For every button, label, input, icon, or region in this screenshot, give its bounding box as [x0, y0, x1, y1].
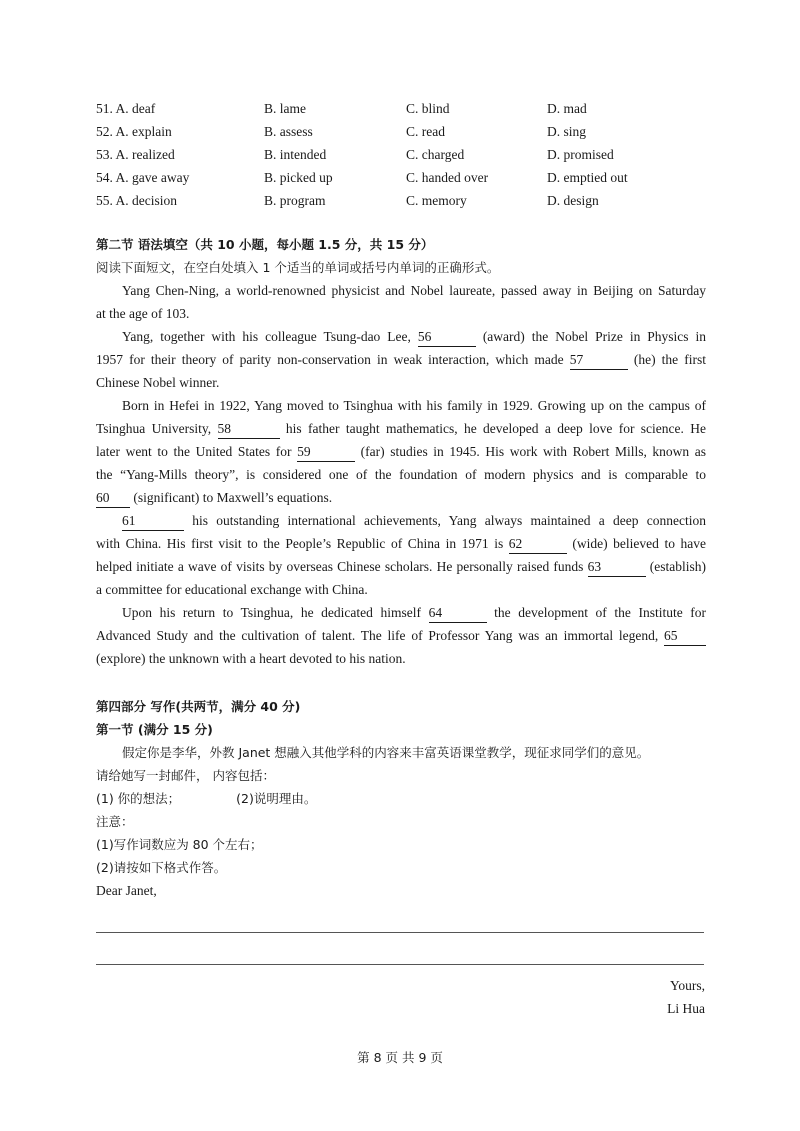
blank-64[interactable]: 64 [429, 604, 487, 623]
option-a: 54. A. gave away [96, 170, 190, 185]
option-row-54 [96, 166, 716, 189]
option-c: C. read [406, 124, 445, 139]
option-c: C. blind [406, 101, 450, 116]
option-c: C. memory [406, 193, 467, 208]
option-a: 53. A. realized [96, 147, 175, 162]
writing-prompt: 假定你是李华，外教 Janet 想融入其他学科的内容来丰富英语课堂教学，现征求同学们的意见。 [122, 745, 650, 760]
note-item: (1)写作词数应为 80 个左右； [96, 837, 263, 852]
part-heading: 第四部分 写作(共两节，满分 40 分) [96, 699, 301, 714]
writing-items [96, 787, 706, 810]
writing-line[interactable] [96, 964, 704, 965]
blank-60[interactable]: 60 [96, 489, 130, 508]
passage-line: the “Yang-Mills theory”, is considered one of the foundation of modern physics and is comparable to [96, 467, 706, 482]
option-d: D. emptied out [547, 170, 628, 185]
option-b: B. program [264, 193, 326, 208]
option-a: 52. A. explain [96, 124, 172, 139]
option-a: 51. A. deaf [96, 101, 156, 116]
passage-line: with China. His first visit to the People’s Republic of China in 1971 is 62 (wide) believed to have [96, 532, 706, 555]
blank-58[interactable]: 58 [218, 420, 280, 439]
item-1: (1) 你的想法； [96, 791, 181, 806]
blank-61[interactable]: 61 [122, 512, 184, 531]
option-a: 55. A. decision [96, 193, 177, 208]
blank-57[interactable]: 57 [570, 351, 628, 370]
blank-59[interactable]: 59 [297, 443, 355, 462]
section-heading: 第一节 (满分 15 分) [96, 722, 213, 737]
option-d: D. promised [547, 147, 614, 162]
passage-line: a committee for educational exchange with China. [96, 582, 368, 597]
signature: Li Hua [667, 1001, 705, 1016]
section-instruction: 阅读下面短文，在空白处填入 1 个适当的单词或括号内单词的正确形式。 [96, 260, 500, 275]
passage-line: (explore) the unknown with a heart devoted to his nation. [96, 651, 406, 666]
option-row-55 [96, 189, 716, 212]
option-b: B. intended [264, 147, 327, 162]
writing-section [96, 695, 706, 902]
closing: Yours, [669, 978, 705, 993]
note-item: (2)请按如下格式作答。 [96, 860, 227, 875]
blank-62[interactable]: 62 [509, 535, 567, 554]
passage-line: later went to the United States for 59 (far) studies in 1945. His work with Robert Mills, known as [96, 440, 706, 463]
passage-line: 1957 for their theory of parity non-conservation in weak interaction, which made 57 (he) the first [96, 348, 706, 371]
option-b: B. picked up [264, 170, 333, 185]
blank-65[interactable]: 65 [664, 627, 706, 646]
option-row-52 [96, 120, 716, 143]
writing-line[interactable] [96, 932, 704, 933]
writing-prompt: 请给她写一封邮件， 内容包括： [96, 768, 275, 783]
passage-line: Upon his return to Tsinghua, he dedicated himself 64 the development of the Institute for [96, 601, 706, 624]
passage-line: at the age of 103. [96, 306, 190, 321]
blank-56[interactable]: 56 [418, 328, 476, 347]
blank-63[interactable]: 63 [588, 558, 646, 577]
section-heading: 第二节 语法填空（共 10 小题，每小题 1.5 分，共 15 分） [96, 237, 434, 252]
passage-line: Yang, together with his colleague Tsung-dao Lee, 56 (award) the Nobel Prize in Physics in [96, 325, 706, 348]
passage-line: 60 (significant) to Maxwell’s equations. [96, 486, 706, 509]
option-c: C. charged [406, 147, 465, 162]
passage-line: 61 his outstanding international achievements, Yang always maintained a deep connection [96, 509, 706, 532]
option-d: D. sing [547, 124, 587, 139]
item-2: (2)说明理由。 [236, 791, 317, 806]
option-b: B. lame [264, 101, 306, 116]
passage-line: helped initiate a wave of visits by overseas Chinese scholars. He personally raised funds 63 (establish) [96, 555, 706, 578]
option-d: D. mad [547, 101, 587, 116]
page-footer: 第 8 页 共 9 页 [357, 1050, 443, 1065]
option-c: C. handed over [406, 170, 489, 185]
passage-line: Tsinghua University, 58 his father taught mathematics, he developed a deep love for science. He [96, 417, 706, 440]
option-row-53 [96, 143, 716, 166]
option-b: B. assess [264, 124, 313, 139]
salutation: Dear Janet, [96, 883, 157, 898]
note-label: 注意： [96, 814, 134, 829]
passage-line: Born in Hefei in 1922, Yang moved to Tsinghua with his family in 1929. Growing up on the campus of [122, 398, 706, 413]
passage-line: Advanced Study and the cultivation of talent. The life of Professor Yang was an immortal legend, 65 [96, 624, 706, 647]
passage-line: Chinese Nobel winner. [96, 375, 220, 390]
grammar-section [96, 233, 706, 670]
choice-options [96, 97, 716, 212]
option-d: D. design [547, 193, 599, 208]
option-row-51 [96, 97, 716, 120]
passage-line: Yang Chen-Ning, a world-renowned physicist and Nobel laureate, passed away in Beijing on Saturday [122, 283, 706, 298]
